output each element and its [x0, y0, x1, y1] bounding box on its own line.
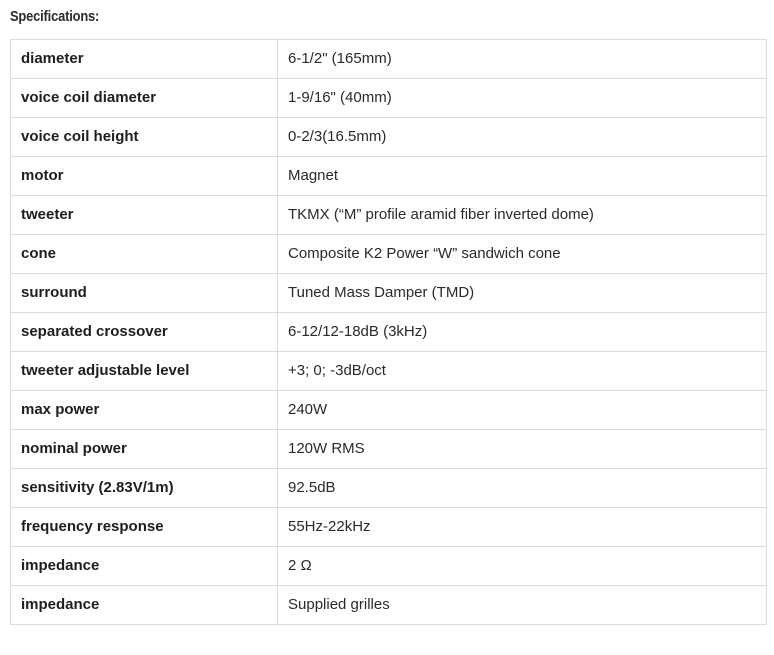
spec-label: frequency response: [11, 508, 278, 547]
spec-value: 1-9/16" (40mm): [278, 79, 767, 118]
table-row: [11, 118, 767, 157]
spec-label: nominal power: [11, 430, 278, 469]
spec-value: 92.5dB: [278, 469, 767, 508]
section-title: Specifications:: [10, 8, 100, 25]
spec-value: Supplied grilles: [278, 586, 767, 625]
table-row: [11, 313, 767, 352]
spec-label: surround: [11, 274, 278, 313]
spec-value: 6-12/12-18dB (3kHz): [278, 313, 767, 352]
table-row: [11, 274, 767, 313]
spec-value: Magnet: [278, 157, 767, 196]
table-row: [11, 157, 767, 196]
spec-value: TKMX (“M” profile aramid fiber inverted dome): [278, 196, 767, 235]
spec-value: +3; 0; -3dB/oct: [278, 352, 767, 391]
spec-label: tweeter adjustable level: [11, 352, 278, 391]
spec-value: 6-1/2" (165mm): [278, 40, 767, 79]
spec-label: voice coil diameter: [11, 79, 278, 118]
spec-label: voice coil height: [11, 118, 278, 157]
table-row: [11, 469, 767, 508]
table-row: [11, 352, 767, 391]
spec-label: diameter: [11, 40, 278, 79]
spec-label: sensitivity (2.83V/1m): [11, 469, 278, 508]
spec-label: separated crossover: [11, 313, 278, 352]
spec-value: Composite K2 Power “W” sandwich cone: [278, 235, 767, 274]
spec-label: impedance: [11, 586, 278, 625]
table-row: [11, 40, 767, 79]
spec-label: cone: [11, 235, 278, 274]
spec-value: 55Hz-22kHz: [278, 508, 767, 547]
spec-label: tweeter: [11, 196, 278, 235]
table-row: [11, 508, 767, 547]
table-row: [11, 430, 767, 469]
table-row: [11, 547, 767, 586]
spec-value: 120W RMS: [278, 430, 767, 469]
spec-value: 0-2/3(16.5mm): [278, 118, 767, 157]
spec-label: impedance: [11, 547, 278, 586]
spec-value: 2 Ω: [278, 547, 767, 586]
table-row: [11, 79, 767, 118]
spec-label: motor: [11, 157, 278, 196]
table-row: [11, 196, 767, 235]
spec-value: Tuned Mass Damper (TMD): [278, 274, 767, 313]
table-row: [11, 235, 767, 274]
specifications-table: [10, 39, 767, 625]
table-row: [11, 586, 767, 625]
spec-label: max power: [11, 391, 278, 430]
table-row: [11, 391, 767, 430]
spec-value: 240W: [278, 391, 767, 430]
